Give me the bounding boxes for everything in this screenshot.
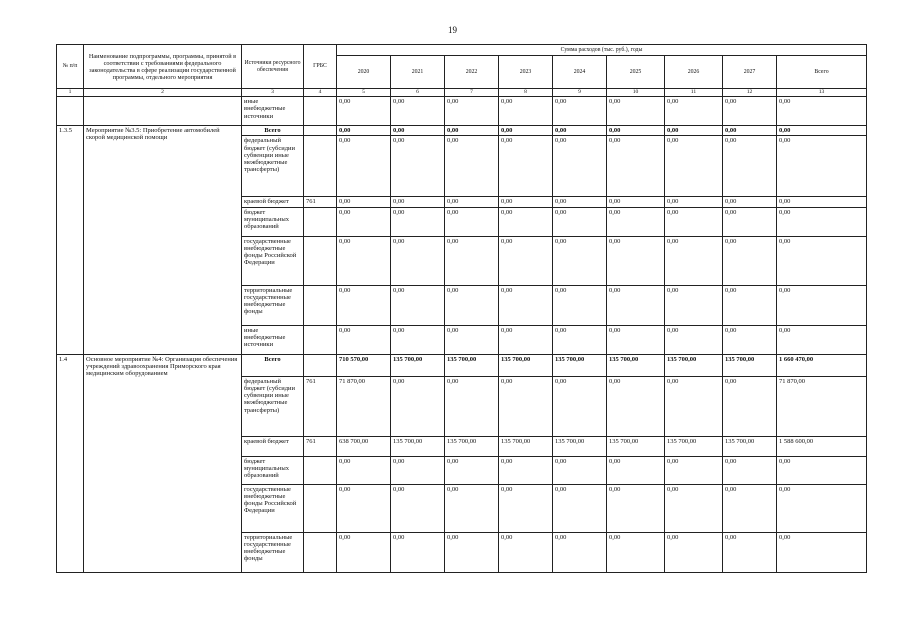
header-year: 2022 bbox=[445, 56, 499, 89]
value-cell: 135 700,00 bbox=[391, 354, 445, 376]
header-year: 2024 bbox=[553, 56, 607, 89]
value-cell: 0,00 bbox=[607, 456, 665, 484]
value-cell: 0,00 bbox=[337, 285, 391, 325]
value-cell: 0,00 bbox=[553, 285, 607, 325]
header-year: 2023 bbox=[499, 56, 553, 89]
column-number: 3 bbox=[242, 89, 304, 97]
value-cell: 0,00 bbox=[337, 325, 391, 354]
value-cell: 135 700,00 bbox=[445, 436, 499, 456]
value-cell: 0,00 bbox=[553, 236, 607, 285]
value-cell: 0,00 bbox=[607, 325, 665, 354]
value-cell: 0,00 bbox=[723, 484, 777, 532]
row-grbs: 761 bbox=[304, 436, 337, 456]
value-cell: 0,00 bbox=[665, 126, 723, 136]
value-cell: 71 870,00 bbox=[337, 376, 391, 436]
header-year: 2027 bbox=[723, 56, 777, 89]
value-cell: 0,00 bbox=[499, 325, 553, 354]
value-cell: 0,00 bbox=[445, 197, 499, 207]
column-number: 7 bbox=[445, 89, 499, 97]
expenses-table bbox=[56, 44, 867, 573]
value-cell: 0,00 bbox=[337, 456, 391, 484]
value-cell: 0,00 bbox=[665, 484, 723, 532]
header-group-title: Сумма расходов (тыс. руб.), годы bbox=[337, 45, 867, 56]
row-source: государственные внебюджетные фонды Российской Федерации bbox=[242, 236, 304, 285]
value-cell: 0,00 bbox=[391, 285, 445, 325]
value-cell: 0,00 bbox=[777, 285, 867, 325]
row-title: Мероприятие №3.5: Приобретение автомобилей скорой медицинской помощи bbox=[84, 126, 242, 355]
value-cell: 0,00 bbox=[723, 207, 777, 236]
value-cell: 0,00 bbox=[553, 207, 607, 236]
value-cell: 1 660 470,00 bbox=[777, 354, 867, 376]
value-cell: 0,00 bbox=[665, 236, 723, 285]
value-cell: 0,00 bbox=[445, 207, 499, 236]
value-cell: 135 700,00 bbox=[499, 436, 553, 456]
value-cell: 0,00 bbox=[553, 456, 607, 484]
value-cell: 0,00 bbox=[553, 484, 607, 532]
value-cell: 0,00 bbox=[499, 456, 553, 484]
value-cell: 0,00 bbox=[391, 126, 445, 136]
row-grbs bbox=[304, 207, 337, 236]
header-year: 2025 bbox=[607, 56, 665, 89]
value-cell: 0,00 bbox=[723, 532, 777, 572]
row-grbs bbox=[304, 484, 337, 532]
value-cell: 0,00 bbox=[499, 197, 553, 207]
value-cell: 0,00 bbox=[665, 207, 723, 236]
row-source: иные внебюджетные источники bbox=[242, 325, 304, 354]
header-year: 2026 bbox=[665, 56, 723, 89]
value-cell: 0,00 bbox=[553, 97, 607, 126]
value-cell: 0,00 bbox=[723, 197, 777, 207]
row-grbs bbox=[304, 456, 337, 484]
value-cell: 0,00 bbox=[499, 126, 553, 136]
value-cell: 0,00 bbox=[723, 136, 777, 197]
row-number: 1.4 bbox=[57, 354, 84, 572]
header-year: Всего bbox=[777, 56, 867, 89]
column-number: 10 bbox=[607, 89, 665, 97]
value-cell: 0,00 bbox=[391, 136, 445, 197]
row-grbs bbox=[304, 325, 337, 354]
column-number: 8 bbox=[499, 89, 553, 97]
column-number: 9 bbox=[553, 89, 607, 97]
row-source: территориальные государственные внебюджетные фонды bbox=[242, 285, 304, 325]
value-cell: 0,00 bbox=[665, 136, 723, 197]
value-cell: 0,00 bbox=[337, 197, 391, 207]
value-cell: 0,00 bbox=[391, 532, 445, 572]
value-cell: 0,00 bbox=[665, 456, 723, 484]
value-cell: 0,00 bbox=[337, 236, 391, 285]
value-cell: 0,00 bbox=[499, 97, 553, 126]
value-cell: 0,00 bbox=[665, 532, 723, 572]
row-source: Всего bbox=[242, 354, 304, 376]
value-cell: 0,00 bbox=[553, 376, 607, 436]
value-cell: 0,00 bbox=[337, 484, 391, 532]
row-source: территориальные государственные внебюджетные фонды bbox=[242, 532, 304, 572]
value-cell: 0,00 bbox=[391, 197, 445, 207]
value-cell: 0,00 bbox=[777, 197, 867, 207]
row-title: Основное мероприятие №4: Организация обеспечения учреждений здравоохранения Приморского края медицинским оборудованием bbox=[84, 354, 242, 572]
value-cell: 0,00 bbox=[723, 376, 777, 436]
value-cell: 0,00 bbox=[499, 484, 553, 532]
value-cell: 135 700,00 bbox=[499, 354, 553, 376]
value-cell: 0,00 bbox=[445, 126, 499, 136]
row-grbs bbox=[304, 97, 337, 126]
value-cell: 0,00 bbox=[445, 532, 499, 572]
value-cell: 0,00 bbox=[607, 207, 665, 236]
value-cell: 0,00 bbox=[607, 532, 665, 572]
row-source: бюджет муниципальных образований bbox=[242, 456, 304, 484]
value-cell: 0,00 bbox=[391, 484, 445, 532]
row-source: федеральный бюджет (субсидии субвенции иные межбюджетные трансферты) bbox=[242, 376, 304, 436]
value-cell: 0,00 bbox=[337, 136, 391, 197]
value-cell: 0,00 bbox=[723, 236, 777, 285]
value-cell: 0,00 bbox=[445, 484, 499, 532]
column-number: 11 bbox=[665, 89, 723, 97]
value-cell: 135 700,00 bbox=[553, 354, 607, 376]
value-cell: 0,00 bbox=[445, 325, 499, 354]
value-cell: 0,00 bbox=[337, 532, 391, 572]
table-row bbox=[57, 97, 867, 126]
value-cell: 0,00 bbox=[777, 97, 867, 126]
value-cell: 0,00 bbox=[607, 197, 665, 207]
row-grbs: 761 bbox=[304, 376, 337, 436]
column-number: 12 bbox=[723, 89, 777, 97]
value-cell: 135 700,00 bbox=[445, 354, 499, 376]
value-cell: 135 700,00 bbox=[723, 436, 777, 456]
header-number: № п/п bbox=[57, 45, 84, 89]
row-source: федеральный бюджет (субсидии субвенции иные межбюджетные трансферты) bbox=[242, 136, 304, 197]
row-grbs bbox=[304, 236, 337, 285]
value-cell: 0,00 bbox=[723, 325, 777, 354]
header-grbs: ГРБС bbox=[304, 45, 337, 89]
value-cell: 0,00 bbox=[607, 126, 665, 136]
value-cell: 0,00 bbox=[665, 376, 723, 436]
value-cell: 0,00 bbox=[607, 236, 665, 285]
value-cell: 0,00 bbox=[607, 376, 665, 436]
value-cell: 0,00 bbox=[607, 285, 665, 325]
value-cell: 0,00 bbox=[391, 376, 445, 436]
table-row bbox=[57, 126, 867, 136]
value-cell: 0,00 bbox=[553, 197, 607, 207]
value-cell: 0,00 bbox=[445, 236, 499, 285]
page-number: 19 bbox=[448, 25, 457, 35]
value-cell: 0,00 bbox=[777, 207, 867, 236]
value-cell: 0,00 bbox=[445, 136, 499, 197]
value-cell: 0,00 bbox=[337, 126, 391, 136]
row-grbs bbox=[304, 285, 337, 325]
value-cell: 0,00 bbox=[777, 136, 867, 197]
row-number: 1.3.5 bbox=[57, 126, 84, 355]
value-cell: 0,00 bbox=[777, 325, 867, 354]
value-cell: 0,00 bbox=[445, 97, 499, 126]
row-grbs bbox=[304, 136, 337, 197]
row-grbs bbox=[304, 354, 337, 376]
value-cell: 0,00 bbox=[391, 207, 445, 236]
value-cell: 0,00 bbox=[337, 97, 391, 126]
column-number: 6 bbox=[391, 89, 445, 97]
header-name: Наименование подпрограммы, программы, принятой в соответствии с требованиями федерального законодательства в сфере реализации государственной программы, отдельного мероприятия bbox=[84, 45, 242, 89]
value-cell: 0,00 bbox=[723, 456, 777, 484]
row-source: бюджет муниципальных образований bbox=[242, 207, 304, 236]
value-cell: 0,00 bbox=[391, 236, 445, 285]
value-cell: 710 570,00 bbox=[337, 354, 391, 376]
value-cell: 0,00 bbox=[553, 532, 607, 572]
value-cell: 0,00 bbox=[499, 236, 553, 285]
row-title bbox=[84, 97, 242, 126]
value-cell: 0,00 bbox=[665, 285, 723, 325]
value-cell: 135 700,00 bbox=[665, 354, 723, 376]
value-cell: 135 700,00 bbox=[723, 354, 777, 376]
value-cell: 0,00 bbox=[607, 136, 665, 197]
row-grbs bbox=[304, 126, 337, 136]
value-cell: 0,00 bbox=[391, 456, 445, 484]
value-cell: 0,00 bbox=[445, 285, 499, 325]
column-number: 5 bbox=[337, 89, 391, 97]
value-cell: 0,00 bbox=[391, 325, 445, 354]
value-cell: 0,00 bbox=[445, 456, 499, 484]
row-number bbox=[57, 97, 84, 126]
column-number: 13 bbox=[777, 89, 867, 97]
row-source: иные внебюджетные источники bbox=[242, 97, 304, 126]
value-cell: 135 700,00 bbox=[553, 436, 607, 456]
value-cell: 0,00 bbox=[777, 126, 867, 136]
table-row bbox=[57, 354, 867, 376]
value-cell: 0,00 bbox=[665, 97, 723, 126]
value-cell: 0,00 bbox=[553, 126, 607, 136]
value-cell: 0,00 bbox=[723, 97, 777, 126]
row-source: государственные внебюджетные фонды Российской Федерации bbox=[242, 484, 304, 532]
value-cell: 0,00 bbox=[499, 532, 553, 572]
column-number: 4 bbox=[304, 89, 337, 97]
value-cell: 0,00 bbox=[499, 207, 553, 236]
row-source: краевой бюджет bbox=[242, 436, 304, 456]
value-cell: 0,00 bbox=[723, 285, 777, 325]
header-source: Источники ресурсного обеспечения bbox=[242, 45, 304, 89]
column-number: 2 bbox=[84, 89, 242, 97]
value-cell: 0,00 bbox=[499, 285, 553, 325]
column-number: 1 bbox=[57, 89, 84, 97]
row-grbs: 761 bbox=[304, 197, 337, 207]
value-cell: 135 700,00 bbox=[607, 354, 665, 376]
value-cell: 0,00 bbox=[499, 136, 553, 197]
value-cell: 0,00 bbox=[777, 532, 867, 572]
value-cell: 0,00 bbox=[499, 376, 553, 436]
value-cell: 135 700,00 bbox=[391, 436, 445, 456]
value-cell: 0,00 bbox=[777, 236, 867, 285]
value-cell: 71 870,00 bbox=[777, 376, 867, 436]
value-cell: 0,00 bbox=[607, 97, 665, 126]
row-source: краевой бюджет bbox=[242, 197, 304, 207]
value-cell: 135 700,00 bbox=[607, 436, 665, 456]
value-cell: 0,00 bbox=[665, 197, 723, 207]
row-source: Всего bbox=[242, 126, 304, 136]
value-cell: 0,00 bbox=[553, 136, 607, 197]
value-cell: 1 588 600,00 bbox=[777, 436, 867, 456]
header-year: 2021 bbox=[391, 56, 445, 89]
value-cell: 0,00 bbox=[665, 325, 723, 354]
header-year: 2020 bbox=[337, 56, 391, 89]
value-cell: 0,00 bbox=[723, 126, 777, 136]
value-cell: 0,00 bbox=[337, 207, 391, 236]
value-cell: 0,00 bbox=[391, 97, 445, 126]
row-grbs bbox=[304, 532, 337, 572]
value-cell: 0,00 bbox=[445, 376, 499, 436]
value-cell: 135 700,00 bbox=[665, 436, 723, 456]
value-cell: 638 700,00 bbox=[337, 436, 391, 456]
value-cell: 0,00 bbox=[553, 325, 607, 354]
value-cell: 0,00 bbox=[607, 484, 665, 532]
value-cell: 0,00 bbox=[777, 456, 867, 484]
value-cell: 0,00 bbox=[777, 484, 867, 532]
